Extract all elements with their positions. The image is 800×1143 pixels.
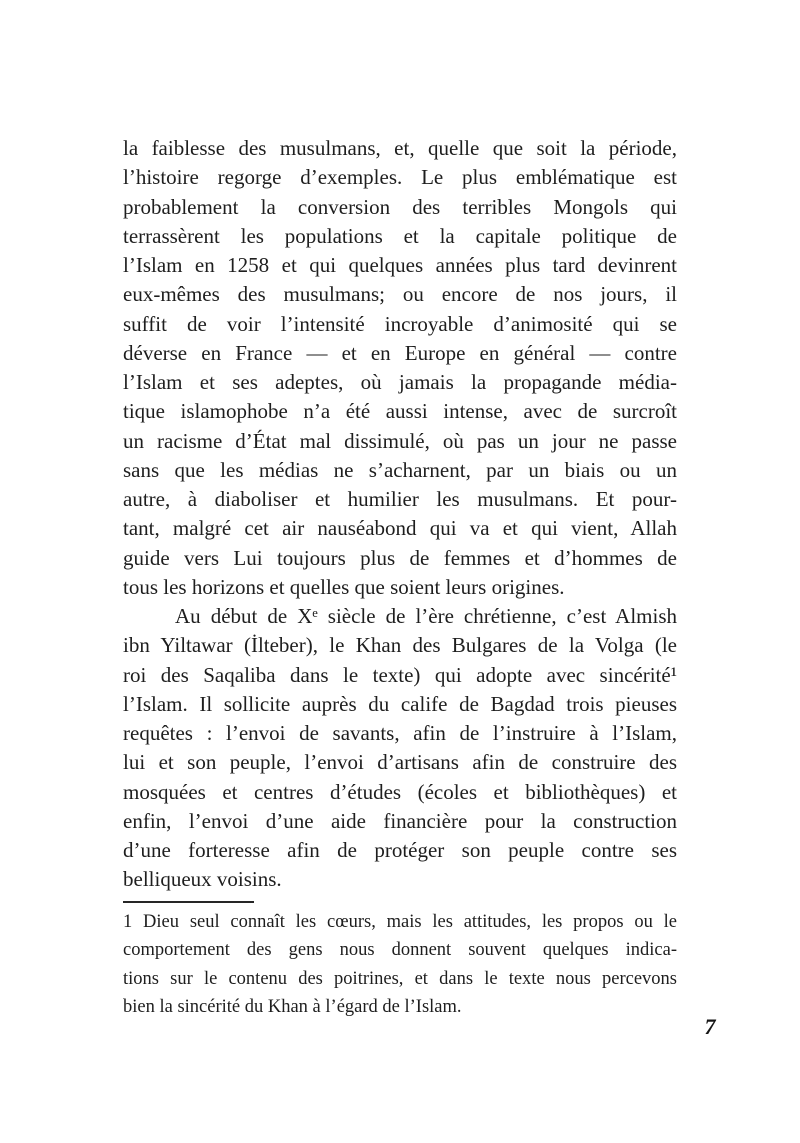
page-number: 7 [704,1014,716,1039]
text-line: lui et son peuple, l’envoi d’artisans afin de construire des [123,750,677,775]
footnote [123,908,677,1022]
text-line: probablement la conversion des terribles Mongols qui [123,194,677,219]
text-line: mosquées et centres d’études (écoles et bibliothèques) et [123,779,677,804]
footnote-divider [123,901,254,903]
text-line: ibn Yiltawar (İlteber), le Khan des Bulgares de la Volga (le [123,633,677,658]
text-line: roi des Saqaliba dans le texte) qui adopte avec sincérité¹ [123,662,677,687]
text-line: sans que les médias ne s’acharnent, par un biais ou un [123,457,677,482]
text-line: tous les horizons et quelles que soient leurs origines. [123,574,565,599]
text-line: d’une forteresse afin de protéger son peuple contre ses [123,838,677,862]
text-line: guide vers Lui toujours plus de femmes et d’hommes de [123,545,677,570]
text-line: autre, à diaboliser et humilier les musulmans. Et pour- [123,487,677,511]
text-line: un racisme d’État mal dissimulé, où pas un jour ne passe [123,428,677,453]
text-line: la faiblesse des musulmans, et, quelle que soit la période, [123,136,677,160]
paragraph [123,134,677,602]
text-line: l’histoire regorge d’exemples. Le plus emblématique est [123,165,677,190]
text-line: l’Islam. Il sollicite auprès du calife de Bagdad trois pieuses [123,691,677,716]
footnote-line: tions sur le contenu des poitrines, et dans le texte nous percevons [123,968,677,989]
body-text [123,134,677,895]
text-line: suffit de voir l’intensité incroyable d’animosité qui se [123,311,677,336]
text-line: requêtes : l’envoi de savants, afin de l’instruire à l’Islam, [123,721,677,745]
text-line: belliqueux voisins. [123,867,282,892]
footnote-line: bien la sincérité du Khan à l’égard de l’Islam. [123,997,462,1018]
paragraph [123,602,677,895]
text-line: Au début de Xᵉ siècle de l’ère chrétienne, c’est Almish [175,604,677,628]
text-line: l’Islam en 1258 et qui quelques années plus tard devinrent [123,253,677,277]
text-line: tique islamophobe n’a été aussi intense, avec de surcroît [123,399,677,424]
text-line: eux-mêmes des musulmans; ou encore de nos jours, il [123,282,677,307]
footnote-line: comportement des gens nous donnent souvent quelques indica- [123,940,677,961]
text-line: tant, malgré cet air nauséabond qui va et qui vient, Allah [123,516,677,541]
text-line: l’Islam et ses adeptes, où jamais la propagande média- [123,370,677,394]
footnote-line: 1 Dieu seul connaît les cœurs, mais les attitudes, les propos ou le [123,912,677,932]
text-line: déverse en France — et en Europe en général — contre [123,340,677,365]
text-line: terrassèrent les populations et la capitale politique de [123,223,677,248]
text-line: enfin, l’envoi d’une aide financière pour la construction [123,808,677,833]
